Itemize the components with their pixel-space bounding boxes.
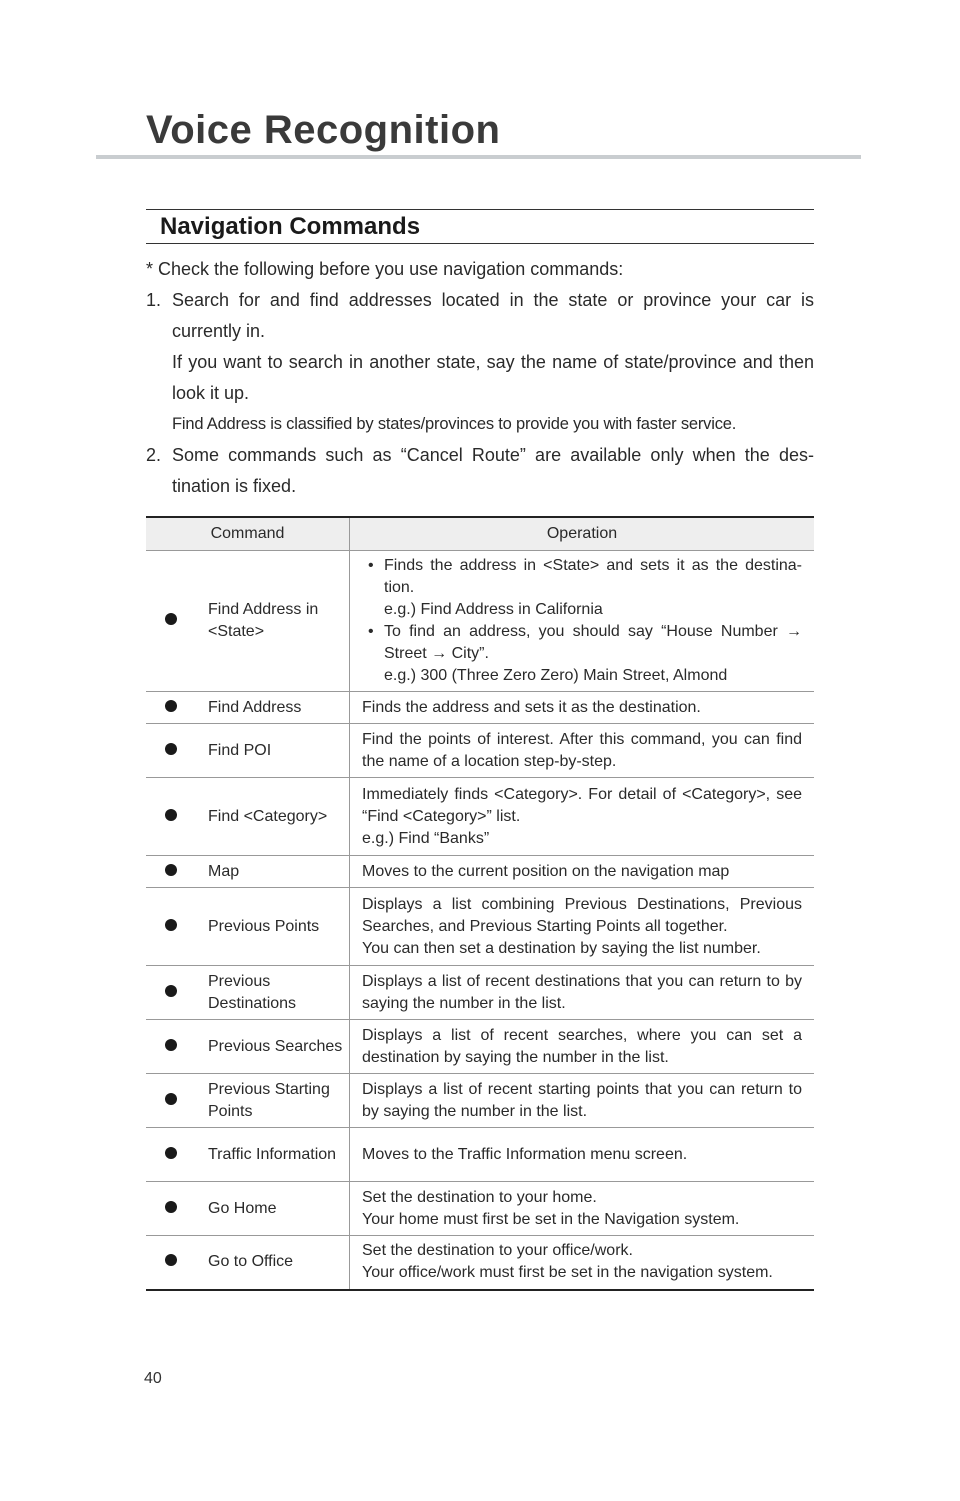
command-name: Previous Points <box>196 888 350 966</box>
table-row <box>146 1074 814 1128</box>
section-title: Navigation Commands <box>160 213 421 240</box>
command-name: Find POI <box>196 724 350 778</box>
operation-text: Displays a list combining Previous Destinations, Previous Searches, and Previous Starting Points all together. You can then set a destination by saying the list number. <box>350 888 815 966</box>
intro-item <box>146 285 814 440</box>
bullet-icon <box>165 985 177 997</box>
table-row <box>146 1128 814 1182</box>
bullet-icon <box>165 1201 177 1213</box>
command-name: Previous Starting Points <box>196 1074 350 1128</box>
bullet-icon <box>165 919 177 931</box>
command-name: Go to Office <box>196 1236 350 1290</box>
table-header-row <box>146 517 814 551</box>
bullet-icon <box>165 864 177 876</box>
operation-text: Moves to the Traffic Information menu screen. <box>350 1128 815 1182</box>
operation-example: e.g.) 300 (Three Zero Zero) Main Street, Almond <box>384 667 728 684</box>
command-name: Traffic Information <box>196 1128 350 1182</box>
item-text: If you want to search in another state, say the name of state/province and then look it up. <box>172 352 814 403</box>
item-text: Some commands such as “Cancel Route” are available only when the des-tination is fixed. <box>172 445 814 496</box>
operation-text <box>350 551 815 692</box>
operation-text: Moves to the current position on the navigation map <box>350 856 815 888</box>
command-table <box>146 516 814 1291</box>
chapter-divider <box>96 155 861 159</box>
table-row <box>146 724 814 778</box>
item-number: 1. <box>146 290 162 310</box>
table-row <box>146 692 814 724</box>
operation-bullet-text: To find an address, you should say “House Number → Street → City”. <box>384 623 802 662</box>
chapter-title: Voice Recognition <box>146 108 501 152</box>
command-name: Previous Destinations <box>196 966 350 1020</box>
operation-text: Find the points of interest. After this command, you can find the name of a location step-by-step. <box>350 724 815 778</box>
table-row <box>146 551 814 692</box>
bullet-icon <box>165 809 177 821</box>
bullet-icon <box>165 1254 177 1266</box>
intro-notes <box>146 254 814 502</box>
table-row <box>146 1182 814 1236</box>
command-name: Find Address in <State> <box>196 551 350 692</box>
operation-text: Immediately finds <Category>. For detail of <Category>, see “Find <Category>” list. e.g.) Find “Banks” <box>350 778 815 856</box>
section-top-rule <box>146 209 814 210</box>
bullet-icon <box>165 1093 177 1105</box>
operation-text: Finds the address and sets it as the destination. <box>350 692 815 724</box>
intro-note: * Check the following before you use navigation commands: <box>146 259 624 279</box>
operation-bullet-text: Finds the address in <State> and sets it as the destina-tion. <box>384 557 802 596</box>
item-text: Search for and find addresses located in the state or province your car is currently in. <box>172 290 814 341</box>
bullet-icon <box>165 700 177 712</box>
operation-text: Set the destination to your home. Your home must first be set in the Navigation system. <box>350 1182 815 1236</box>
intro-item <box>146 440 814 502</box>
table-row <box>146 1020 814 1074</box>
list-item <box>362 621 802 687</box>
header-command: Command <box>146 517 350 551</box>
operation-text: Displays a list of recent starting points that you can return to by saying the number in the list. <box>350 1074 815 1128</box>
operation-text: Set the destination to your office/work. Your office/work must first be set in the navigation system. <box>350 1236 815 1290</box>
command-name: Go Home <box>196 1182 350 1236</box>
bullet-icon <box>165 1039 177 1051</box>
operation-example: e.g.) Find Address in California <box>384 601 603 618</box>
operation-text: Displays a list of recent searches, where you can set a destination by saying the number in the list. <box>350 1020 815 1074</box>
table-row <box>146 888 814 966</box>
table-row <box>146 856 814 888</box>
item-number: 2. <box>146 445 162 465</box>
operation-text: Displays a list of recent destinations that you can return to by saying the number in the list. <box>350 966 815 1020</box>
command-name: Previous Searches <box>196 1020 350 1074</box>
section-bottom-rule <box>146 243 814 244</box>
command-name: Find Address <box>196 692 350 724</box>
bullet-icon <box>165 743 177 755</box>
command-name: Find <Category> <box>196 778 350 856</box>
item-text: Find Address is classified by states/provinces to provide you with faster service. <box>172 415 737 433</box>
table-row <box>146 966 814 1020</box>
bullet-icon <box>165 613 177 625</box>
list-item <box>362 555 802 621</box>
command-name: Map <box>196 856 350 888</box>
header-operation: Operation <box>350 517 815 551</box>
table-row <box>146 1236 814 1290</box>
table-row <box>146 778 814 856</box>
bullet-icon <box>165 1147 177 1159</box>
page-number: 40 <box>144 1370 162 1387</box>
